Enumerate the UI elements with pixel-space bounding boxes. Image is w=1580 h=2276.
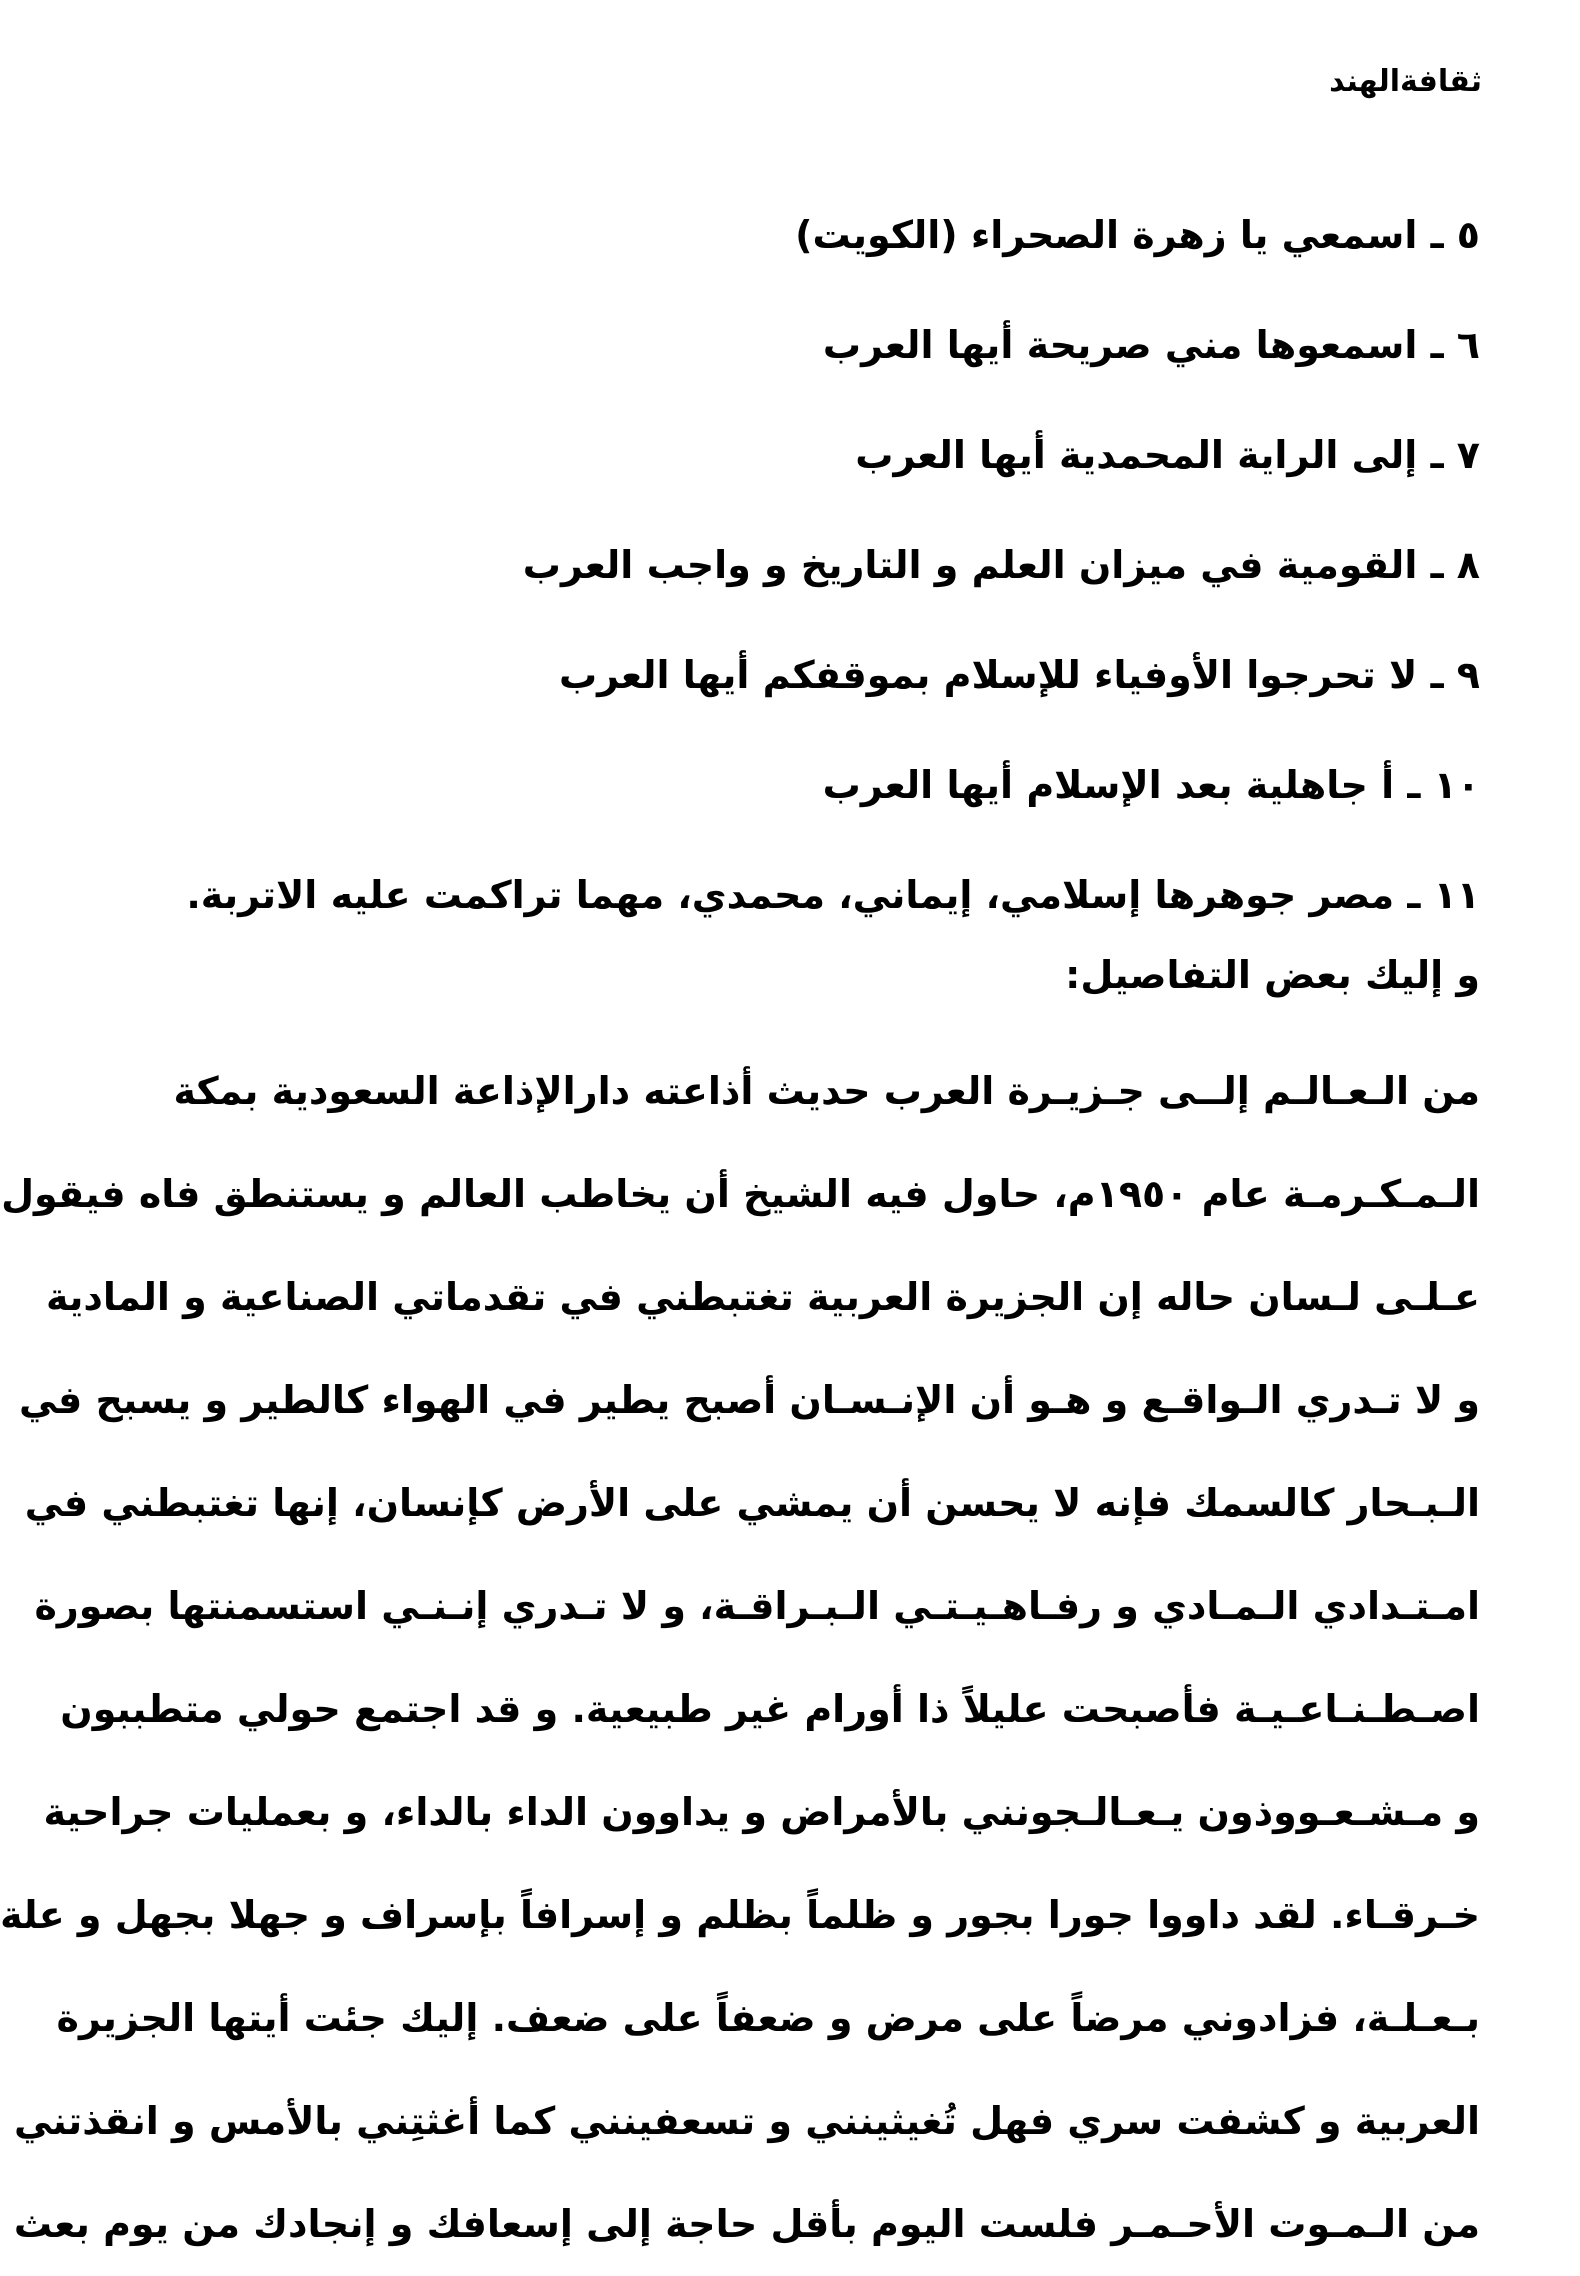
body-line: بـعـلـة، فزادوني مرضاً على مرض و ضعفاً على ضعف. إليك جئت أيتها الجزيرة [56, 1996, 1480, 2040]
body-line: الـمـكـرمـة عام ١٩٥٠م، حاول فيه الشيخ أن يخاطب العالم و يستنطق فاه فيقول [1, 1172, 1480, 1216]
running-header: ثقافةالهند [1329, 64, 1482, 99]
body-line: عـلـى لـسان حاله إن الجزيرة العربية تغتبطني في تقدماتي الصناعية و المادية [46, 1275, 1480, 1319]
body-line: من الـعـالـم إلــى جـزيـرة العرب حديث أذاعته دارالإذاعة السعودية بمكة [173, 1069, 1480, 1113]
list-item: ٨ ـ القومية في ميزان العلم و التاريخ و واجب العرب [522, 543, 1480, 587]
details-intro: و إليك بعض التفاصيل: [1065, 953, 1480, 997]
list-item: ٩ ـ لا تحرجوا الأوفياء للإسلام بموقفكم أيها العرب [559, 653, 1480, 697]
body-line: الـبـحار كالسمك فإنه لا يحسن أن يمشي على الأرض كإنسان، إنها تغتبطني في [24, 1481, 1480, 1525]
lecture-title-list [186, 180, 1480, 950]
body-line: خـرقـاء. لقد داووا جورا بجور و ظلماً بظلم و إسرافاً بإسراف و جهلا بجهل و علة [0, 1893, 1480, 1937]
list-item: ٥ ـ اسمعي يا زهرة الصحراء (الكويت) [795, 213, 1480, 257]
body-line: العربية و كشفت سري فهل تُغيثينني و تسعفينني كما أغثتِني بالأمس و انقذتني [13, 2099, 1480, 2143]
list-item: ٦ ـ اسمعوها مني صريحة أيها العرب [822, 323, 1480, 367]
body-line: اصـطـنـاعـيـة فأصبحت عليلاً ذا أورام غير طبيعية. و قد اجتمع حولي متطببون [60, 1687, 1480, 1731]
body-line: من الـمـوت الأحـمـر فلست اليوم بأقل حاجة إلى إسعافك و إنجادك من يوم بعث [13, 2202, 1480, 2246]
body-line: و مـشـعـووذون يـعـالـجونني بالأمراض و يداوون الداء بالداء، و بعمليات جراحية [43, 1790, 1480, 1834]
list-item: ٧ ـ إلى الراية المحمدية أيها العرب [855, 433, 1480, 477]
list-item: ١١ ـ مصر جوهرها إسلامي، إيماني، محمدي، مهما تراكمت عليه الاتربة. [186, 873, 1480, 917]
body-line: امـتـدادي الـمـادي و رفـاهـيـتـي الـبـراقـة، و لا تـدري إنـنـي استسمنتها بصورة [34, 1584, 1480, 1628]
body-line: و لا تـدري الـواقـع و هـو أن الإنـسـان أصبح يطير في الهواء كالطير و يسبح في [18, 1378, 1480, 1422]
list-item: ١٠ ـ أ جاهلية بعد الإسلام أيها العرب [822, 763, 1480, 807]
body-paragraph [0, 1040, 1480, 2276]
